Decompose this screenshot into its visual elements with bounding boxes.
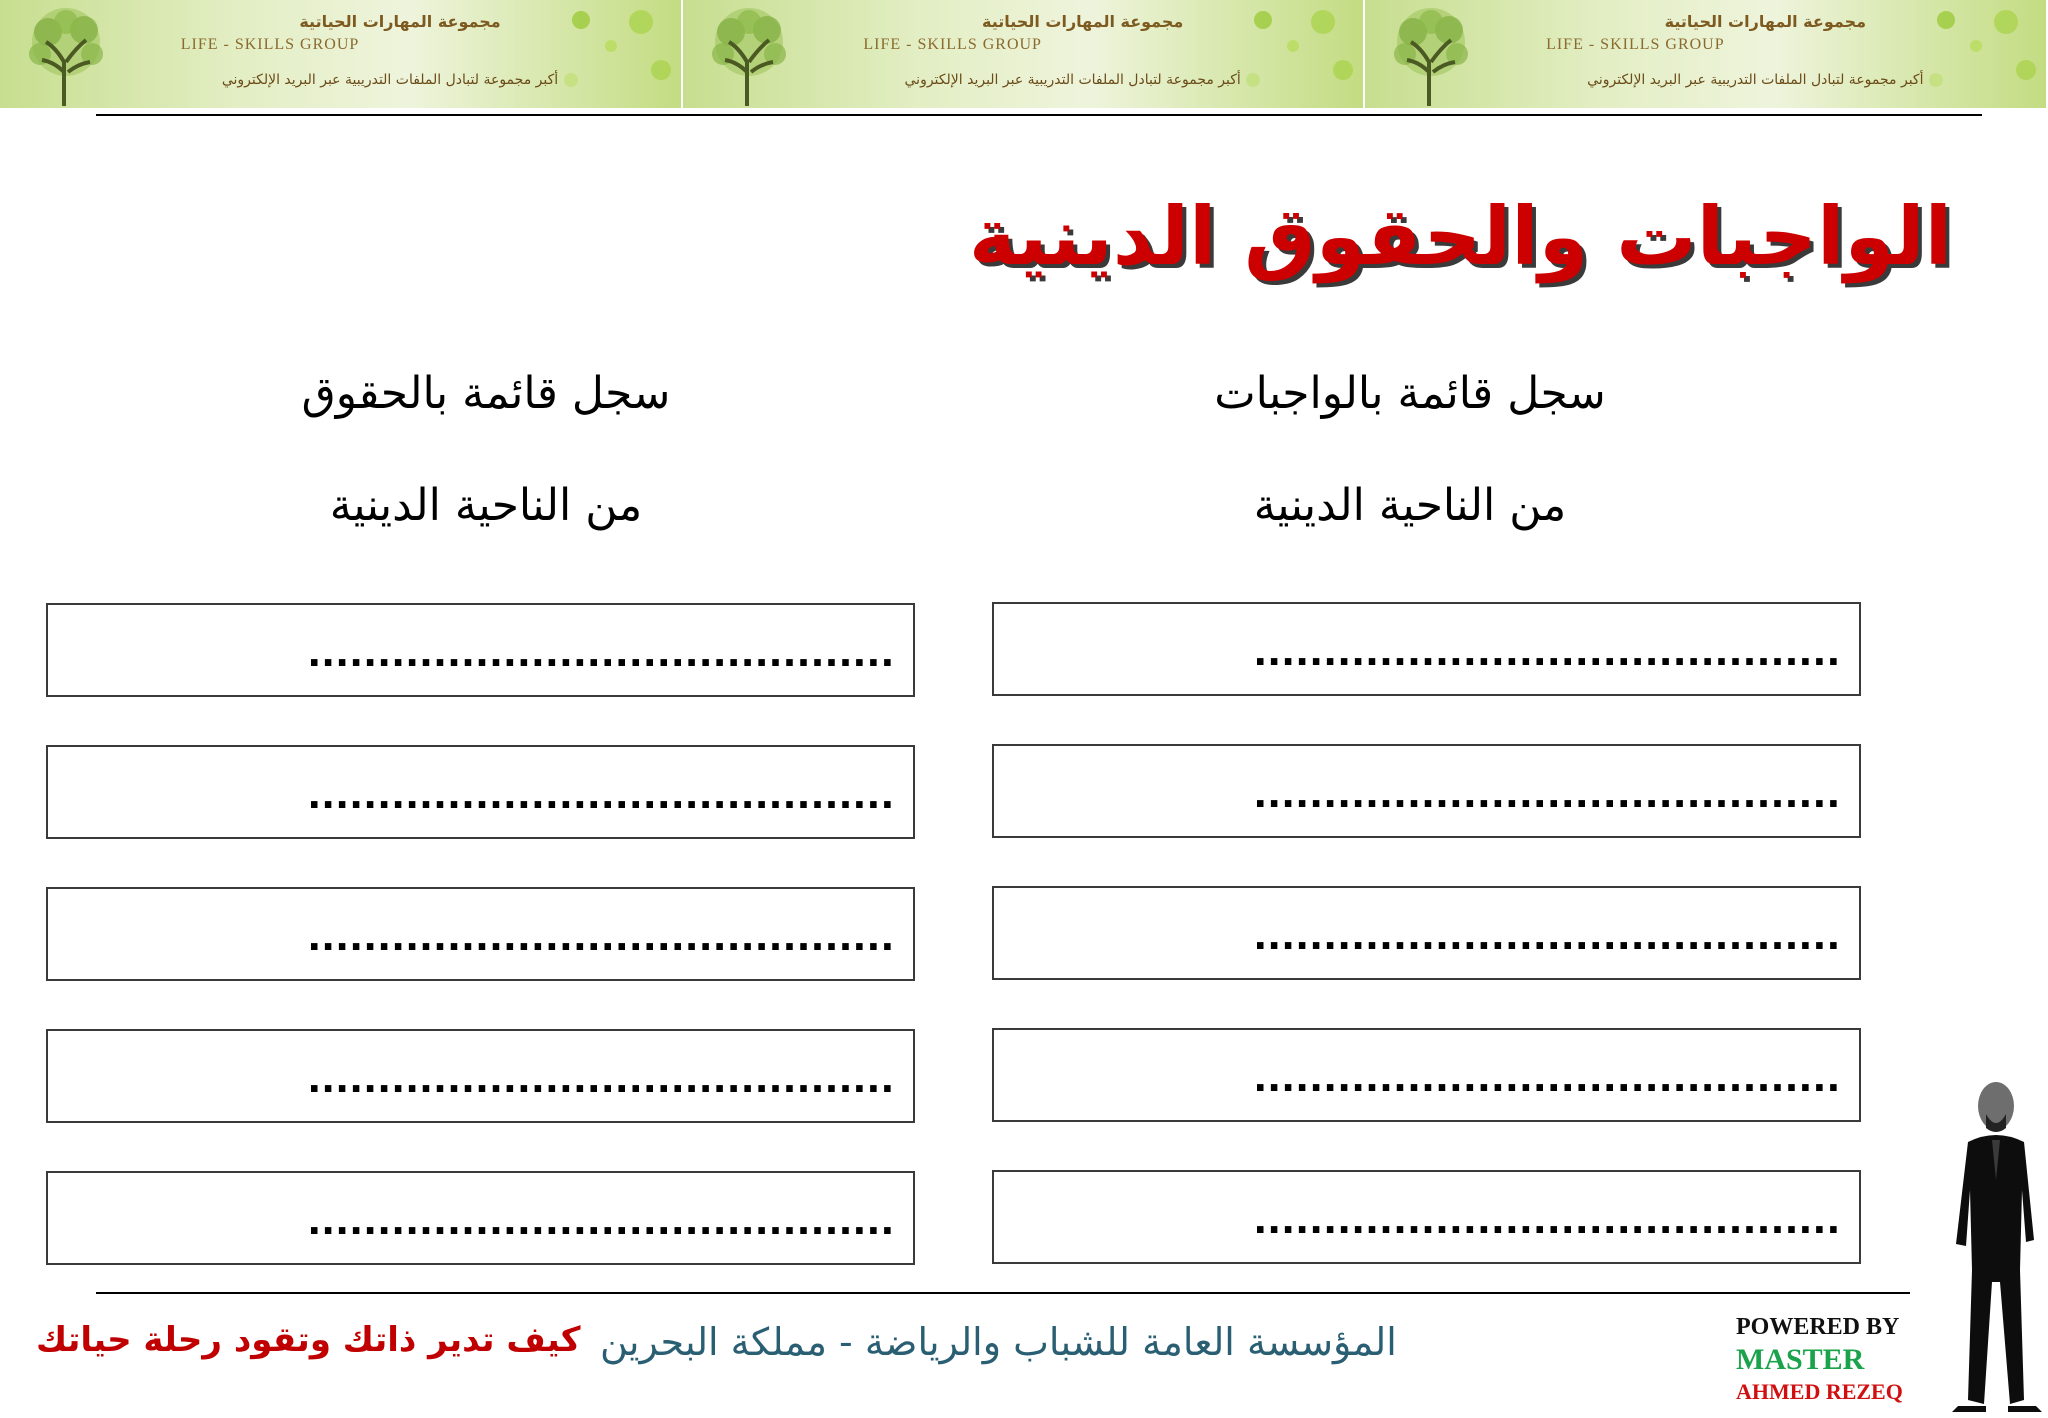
right-entry-box[interactable] [46, 745, 915, 839]
bubble-decoration [1223, 0, 1363, 108]
footer-divider [96, 1292, 1910, 1294]
header-banner [0, 0, 2048, 108]
footer-organization: المؤسسة العامة للشباب والرياضة - مملكة البحرين [600, 1320, 1397, 1364]
businessman-silhouette [1938, 1070, 2048, 1418]
duty-entry-box[interactable] [992, 1028, 1861, 1122]
tree-icon [1371, 2, 1491, 106]
banner-title-ar: مجموعة المهارات الحياتية [299, 12, 501, 31]
duty-entry-box[interactable] [992, 886, 1861, 980]
rights-heading-sub: من الناحية الدينية [329, 480, 643, 531]
powered-by-label: POWERED BY [1736, 1314, 1900, 1340]
page-title: الواجبات والحقوق الدينية [968, 190, 1952, 283]
right-entry-box[interactable] [46, 887, 915, 981]
dotted-line: .......................................... [1253, 907, 1841, 959]
footer-slogan: كيف تدير ذاتك وتقود رحلة حياتك [36, 1320, 581, 1360]
banner-subtitle: أكبر مجموعة لتبادل الملفات التدريبية عبر البريد الإلكتروني [221, 72, 559, 88]
dotted-line: .......................................... [307, 908, 895, 960]
banner-title-ar: مجموعة المهارات الحياتية [1664, 12, 1867, 31]
dotted-line: .......................................... [1253, 623, 1841, 675]
right-entry-box[interactable] [46, 1171, 915, 1265]
duty-entry-box[interactable] [992, 1170, 1861, 1264]
tree-icon [6, 2, 126, 106]
powered-by-block [1736, 1314, 1903, 1405]
dotted-line: .......................................... [307, 624, 895, 676]
banner-tile [0, 0, 683, 108]
author-name: AHMED REZEQ [1736, 1379, 1903, 1404]
master-label: MASTER [1736, 1343, 1865, 1376]
rights-heading: سجل قائمة بالحقوق [301, 368, 671, 419]
header-divider [96, 114, 1982, 116]
banner-title-en: LIFE - SKILLS GROUP [180, 36, 360, 53]
banner-subtitle: أكبر مجموعة لتبادل الملفات التدريبية عبر البريد الإلكتروني [904, 72, 1241, 88]
dotted-line: .......................................... [1253, 1191, 1841, 1243]
right-entry-box[interactable] [46, 1029, 915, 1123]
duties-heading-sub: من الناحية الدينية [1253, 480, 1567, 531]
banner-title-en: LIFE - SKILLS GROUP [863, 36, 1042, 53]
dotted-line: .......................................... [1253, 1049, 1841, 1101]
dotted-line: .......................................... [1253, 765, 1841, 817]
duty-entry-box[interactable] [992, 744, 1861, 838]
banner-tile [683, 0, 1366, 108]
duty-entry-box[interactable] [992, 602, 1861, 696]
bubble-decoration [541, 0, 681, 108]
banner-tile [1365, 0, 2048, 108]
tree-icon [689, 2, 809, 106]
dotted-line: .......................................... [307, 1192, 895, 1244]
dotted-line: .......................................... [307, 1050, 895, 1102]
banner-title-ar: مجموعة المهارات الحياتية [982, 12, 1184, 31]
right-entry-box[interactable] [46, 603, 915, 697]
banner-subtitle: أكبر مجموعة لتبادل الملفات التدريبية عبر البريد الإلكتروني [1587, 72, 1924, 88]
duties-heading: سجل قائمة بالواجبات [1214, 368, 1606, 419]
bubble-decoration [1906, 0, 2046, 108]
dotted-line: .......................................... [307, 766, 895, 818]
banner-title-en: LIFE - SKILLS GROUP [1546, 36, 1725, 53]
